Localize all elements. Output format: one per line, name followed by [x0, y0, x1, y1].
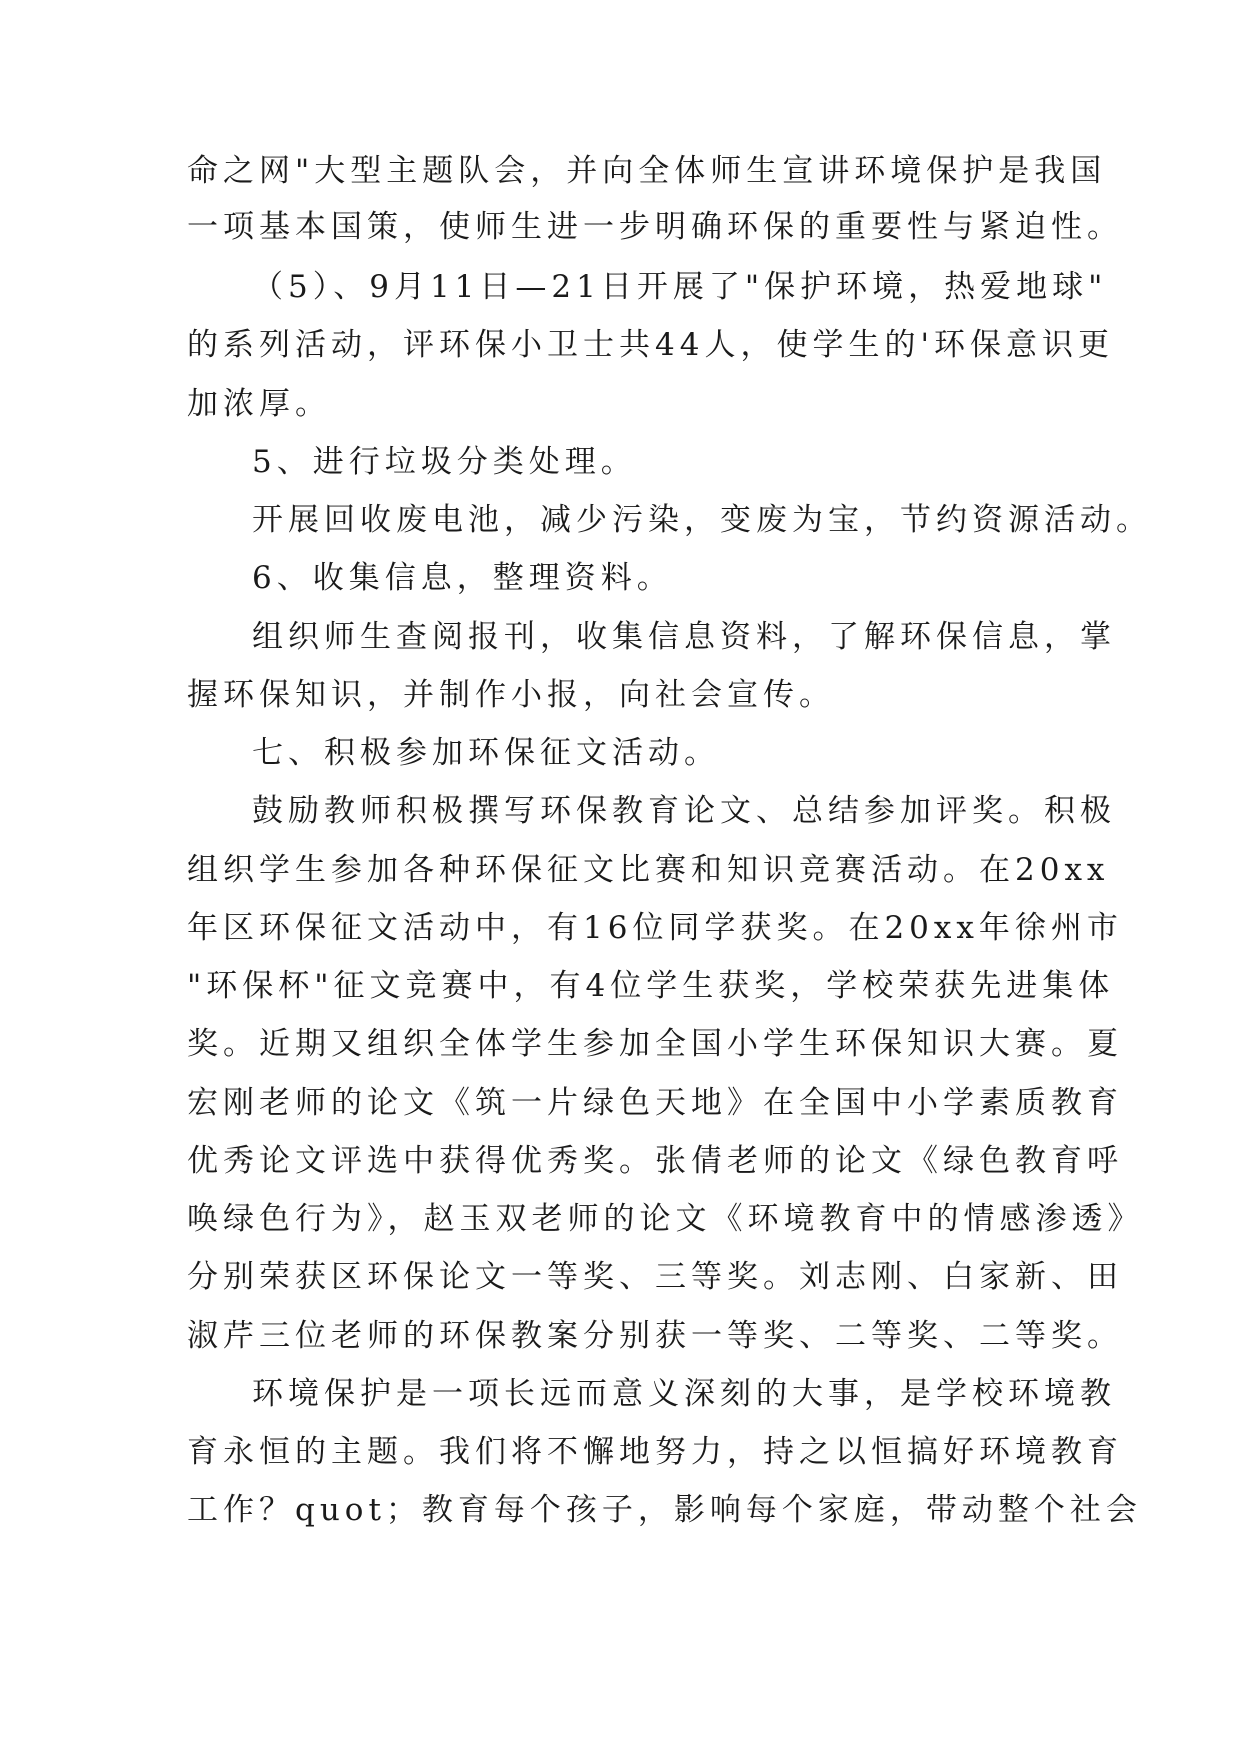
text-line: 工作？quot；教育每个孩子，影响每个家庭，带动整个社会	[187, 1492, 1142, 1528]
text-line: 唤绿色行为》，赵玉双老师的论文《环境教育中的情感渗透》	[187, 1201, 1144, 1237]
text-line: 加浓厚。	[187, 386, 331, 422]
text-line: 宏刚老师的论文《筑一片绿色天地》在全国中小学素质教育	[187, 1085, 1123, 1121]
text-line: 一项基本国策，使师生进一步明确环保的重要性与紧迫性。	[187, 209, 1123, 245]
text-line: 奖。近期又组织全体学生参加全国小学生环保知识大赛。夏	[187, 1026, 1123, 1062]
text-line: 开展回收废电池，减少污染，变废为宝，节约资源活动。	[252, 502, 1152, 538]
text-line: 握环保知识，并制作小报，向社会宣传。	[187, 677, 835, 713]
text-line: 淑芹三位老师的环保教案分别获一等奖、二等奖、二等奖。	[187, 1318, 1123, 1354]
text-line: 分别荣获区环保论文一等奖、三等奖。刘志刚、白家新、田	[187, 1259, 1123, 1295]
text-line: 育永恒的主题。我们将不懈地努力，持之以恒搞好环境教育	[187, 1434, 1123, 1470]
text-line: 的系列活动，评环保小卫士共44人，使学生的'环保意识更	[187, 327, 1114, 363]
section-heading: 七、积极参加环保征文活动。	[252, 735, 720, 771]
text-line: 环境保护是一项长远而意义深刻的大事，是学校环境教	[252, 1376, 1116, 1412]
text-line: "环保杯"征文竞赛中，有4位学生获奖，学校荣获先进集体	[187, 968, 1115, 1004]
text-line: 组织学生参加各种环保征文比赛和知识竞赛活动。在20xx	[187, 852, 1110, 888]
text-line: 优秀论文评选中获得优秀奖。张倩老师的论文《绿色教育呼	[187, 1143, 1123, 1179]
text-line: 年区环保征文活动中，有16位同学获奖。在20xx年徐州市	[187, 910, 1123, 946]
text-line: 组织师生查阅报刊，收集信息资料，了解环保信息，掌	[252, 619, 1116, 655]
text-line: 鼓励教师积极撰写环保教育论文、总结参加评奖。积极	[252, 793, 1116, 829]
section-heading: 6、收集信息，整理资料。	[252, 560, 673, 596]
text-line: （5）、9月11日—21日开展了"保护环境，热爱地球"	[252, 269, 1108, 305]
section-heading: 5、进行垃圾分类处理。	[252, 444, 637, 480]
text-line: 命之网"大型主题队会，并向全体师生宣讲环境保护是我国	[187, 153, 1107, 189]
